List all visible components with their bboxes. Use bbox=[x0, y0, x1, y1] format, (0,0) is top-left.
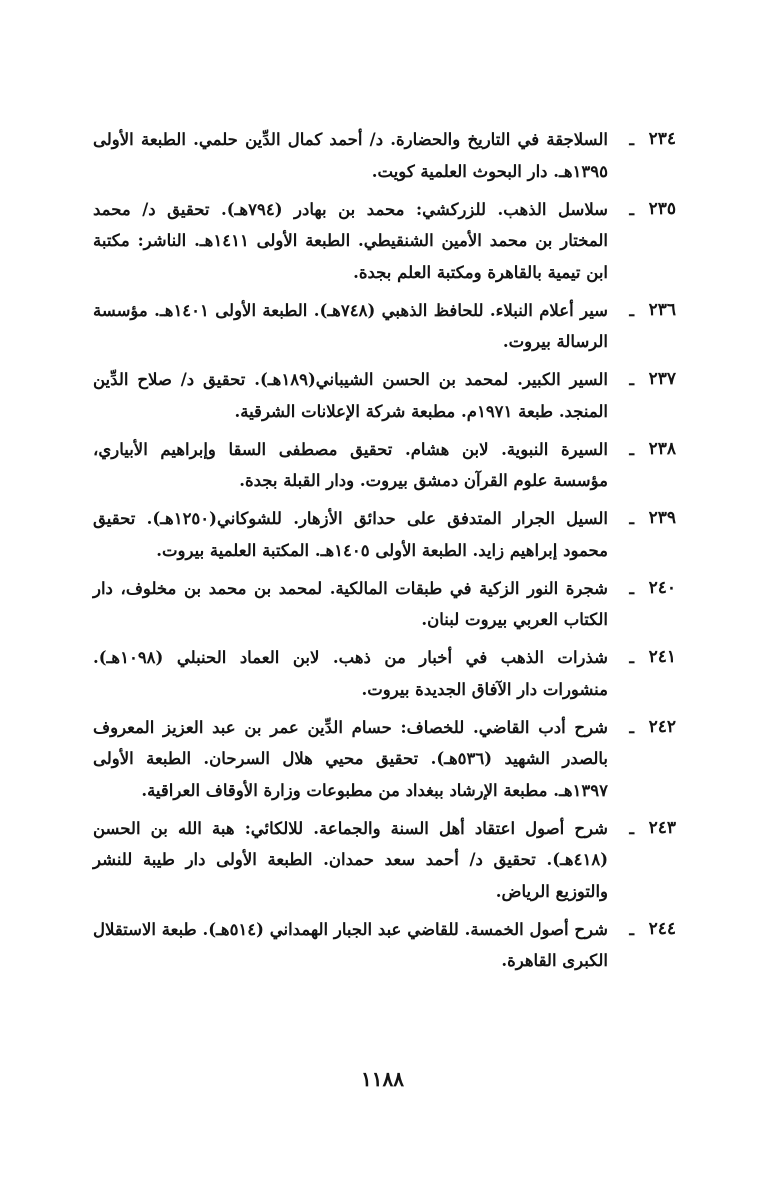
entry-dash: ـ bbox=[629, 919, 634, 939]
bibliography-entry bbox=[93, 642, 676, 705]
entry-dash: ـ bbox=[629, 130, 634, 149]
entry-dash: ـ bbox=[629, 509, 634, 528]
bibliography-entry bbox=[93, 712, 676, 807]
entry-number: ٢٤١ bbox=[648, 647, 676, 667]
entry-dash: ـ bbox=[629, 300, 634, 320]
entry-dash: ـ bbox=[629, 818, 634, 838]
bibliography-entry bbox=[93, 124, 676, 187]
entry-text: شجرة النور الزكية في طبقات المالكية. لمحمد بن محمد بن مخلوف، دار الكتاب العربي بيروت لبنان. bbox=[93, 578, 608, 629]
entry-dash: ـ bbox=[629, 648, 634, 667]
bibliography-entry bbox=[93, 295, 676, 358]
entry-text: شرح أدب القاضي. للخصاف: حسام الدِّين عمر بن عبد العزيز المعروف بالصدر الشهيد (٥٣٦هـ). تحقيق محيي هلال السرحان. الطبعة الأولى ١٣٩٧هـ. مطبعة الإرشاد ببغداد من مطبوعات وزارة الأوقاف العراقية. bbox=[93, 717, 608, 800]
page-number: ١١٨٨ bbox=[361, 1067, 404, 1091]
bibliography-entry bbox=[93, 194, 676, 289]
entry-dash: ـ bbox=[629, 199, 634, 219]
entry-dash: ـ bbox=[629, 578, 634, 598]
entry-text: شرح أصول اعتقاد أهل السنة والجماعة. للالكائي: هبة الله بن الحسن (٤١٨هـ). تحقيق د/ أحمد سعد حمدان. الطبعة الأولى دار طيبة للنشر والتوزيع الرياض. bbox=[93, 818, 608, 901]
entry-number: ٢٣٥ bbox=[648, 198, 676, 219]
entry-number: ٢٣٨ bbox=[648, 438, 676, 459]
entry-number: ٢٤٣ bbox=[648, 817, 676, 838]
bibliography-entry bbox=[93, 573, 676, 636]
bibliography-list bbox=[93, 124, 676, 983]
entry-dash: ـ bbox=[629, 717, 634, 737]
entry-dash: ـ bbox=[629, 370, 634, 389]
bibliography-entry bbox=[93, 813, 676, 908]
bibliography-entry bbox=[93, 364, 676, 427]
entry-number: ٢٤٢ bbox=[648, 716, 676, 737]
entry-text: السير الكبير. لمحمد بن الحسن الشيباني(١٨٩هـ). تحقيق د/ صلاح الدِّين المنجد. طبعة ١٩٧١م. مطبعة شركة الإعلانات الشرقية. bbox=[93, 370, 609, 421]
entry-number: ٢٣٧ bbox=[648, 369, 676, 389]
entry-number: ٢٣٤ bbox=[648, 129, 676, 149]
entry-number: ٢٣٩ bbox=[648, 508, 676, 528]
entry-text: شرح أصول الخمسة. للقاضي عبد الجبار الهمداني (٥١٤هـ). طبعة الاستقلال الكبرى القاهرة. bbox=[93, 919, 608, 970]
entry-text: السيرة النبوية. لابن هشام. تحقيق مصطفى السقا وإبراهيم الأبياري، مؤسسة علوم القرآن دمشق بيروت. ودار القبلة بجدة. bbox=[93, 439, 608, 490]
bibliography-entry bbox=[93, 503, 676, 566]
entry-dash: ـ bbox=[629, 439, 634, 459]
entry-text: سلاسل الذهب. للزركشي: محمد بن بهادر (٧٩٤هـ). تحقيق د/ محمد المختار بن محمد الأمين الشنقيطي. الطبعة الأولى ١٤١١هـ. الناشر: مكتبة ابن تيمية بالقاهرة ومكتبة العلم بجدة. bbox=[93, 199, 608, 282]
entry-text: السيل الجرار المتدفق على حدائق الأزهار. للشوكاني(١٢٥٠هـ). تحقيق محمود إبراهيم زايد. الطبعة الأولى ١٤٠٥هـ. المكتبة العلمية بيروت. bbox=[93, 509, 608, 560]
entry-text: شذرات الذهب في أخبار من ذهب. لابن العماد الحنبلي (١٠٩٨هـ). منشورات دار الآفاق الجديدة بيروت. bbox=[93, 648, 608, 699]
bibliography-entry bbox=[93, 434, 676, 497]
entry-text: السلاجقة في التاريخ والحضارة. د/ أحمد كمال الدِّين حلمي. الطبعة الأولى ١٣٩٥هـ. دار البحوث العلمية كويت. bbox=[93, 130, 608, 181]
bibliography-entry bbox=[93, 914, 676, 977]
entry-number: ٢٤٠ bbox=[648, 577, 676, 598]
entry-text: سير أعلام النبلاء. للحافظ الذهبي (٧٤٨هـ). الطبعة الأولى ١٤٠١هـ. مؤسسة الرسالة بيروت. bbox=[93, 300, 608, 351]
entry-number: ٢٤٤ bbox=[648, 918, 676, 939]
entry-number: ٢٣٦ bbox=[648, 299, 676, 320]
